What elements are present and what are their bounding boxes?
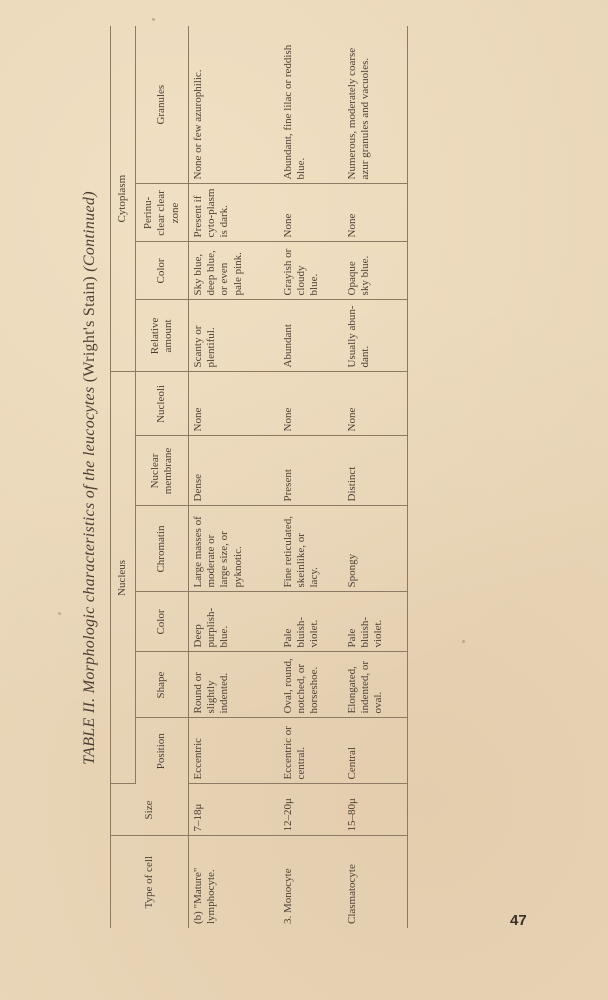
table-row <box>189 26 280 928</box>
cell-position: Central <box>343 718 408 784</box>
table-row <box>343 26 408 928</box>
cell-shape: Round or slightly indented. <box>189 652 280 718</box>
header-granules: Granules <box>136 26 189 184</box>
header-shape: Shape <box>136 652 189 718</box>
header-cytoplasm: Cytoplasm <box>111 26 136 372</box>
header-relative-amount: Relative amount <box>136 300 189 372</box>
cell-type-of-cell: 3. Monocyte <box>282 868 294 924</box>
cell-position: Eccentric <box>189 718 280 784</box>
cell-nuclear-membrane: Dense <box>189 436 280 506</box>
header-size: Size <box>111 784 189 836</box>
cell-chromatin: Fine reticulated, skeinlike, or lacy. <box>279 506 343 592</box>
cell-type-of-cell: Clasmatocyte <box>346 864 358 924</box>
cell-granules: None or few azurophilic. <box>189 26 280 184</box>
cell-relative-amount: Abundant <box>279 300 343 372</box>
header-position: Position <box>136 718 189 784</box>
table-title <box>72 28 108 928</box>
header-perinuclear-zone: Perinu-clear clear zone <box>136 184 189 242</box>
header-nucleoli: Nucleoli <box>136 372 189 436</box>
cell-relative-amount: Usually abun-dant. <box>343 300 408 372</box>
cell-type-of-cell: (b) "Mature" lymphocyte. <box>192 867 218 924</box>
header-nuclear-membrane: Nuclear membrane <box>136 436 189 506</box>
header-cytoplasm-color: Color <box>136 242 189 300</box>
cell-size: 15–80μ <box>343 784 408 836</box>
header-nucleus-color: Color <box>136 592 189 652</box>
cell-nucleoli: None <box>279 372 343 436</box>
cell-granules: Numerous, moderately coarse azur granules and vacuoles. <box>343 26 408 184</box>
cell-nucleoli: None <box>343 372 408 436</box>
cell-shape: Oval, round, notched, or horseshoe. <box>279 652 343 718</box>
paper-speck <box>462 640 465 643</box>
cell-size: 7–18μ <box>189 784 280 836</box>
morphology-table <box>110 26 408 928</box>
cell-cytoplasm-color: Grayish or cloudy blue. <box>279 242 343 300</box>
cell-chromatin: Spongy <box>343 506 408 592</box>
cell-nucleus-color: Deep purplish-blue. <box>189 592 280 652</box>
cell-granules: Abundant, fine lilac or reddish blue. <box>279 26 343 184</box>
cell-cytoplasm-color: Sky blue, deep blue, or even pale pink. <box>189 242 280 300</box>
cell-nucleus-color: Pale bluish-violet. <box>279 592 343 652</box>
cell-size: 12–20μ <box>279 784 343 836</box>
cell-relative-amount: Scanty or plentiful. <box>189 300 280 372</box>
cell-nucleus-color: Pale bluish-violet. <box>343 592 408 652</box>
paper-speck <box>58 612 61 615</box>
cell-position: Eccentric or central. <box>279 718 343 784</box>
header-nucleus: Nucleus <box>111 372 136 784</box>
table-title-main: TABLE II. Morphologic characteristics of the leucocytes <box>81 382 98 765</box>
header-row-groups <box>111 26 136 928</box>
cell-perinuclear-zone: None <box>343 184 408 242</box>
cell-nucleoli: None <box>189 372 280 436</box>
cell-cytoplasm-color: Opaque sky blue. <box>343 242 408 300</box>
cell-perinuclear-zone: None <box>279 184 343 242</box>
table-title-continued: (Continued) <box>81 191 98 277</box>
header-chromatin: Chromatin <box>136 506 189 592</box>
paper-speck <box>152 18 155 21</box>
page-number: 47 <box>510 912 527 929</box>
rotated-table-block <box>72 28 452 928</box>
cell-nuclear-membrane: Distinct <box>343 436 408 506</box>
cell-shape: Elongated, indented, or oval. <box>343 652 408 718</box>
cell-nuclear-membrane: Present <box>279 436 343 506</box>
cell-chromatin: Large masses of moderate or large size, or pyknotic. <box>189 506 280 592</box>
cell-perinuclear-zone: Present if cyto-plasm is dark. <box>189 184 280 242</box>
header-type-of-cell: Type of cell <box>111 836 189 928</box>
table-row <box>279 26 343 928</box>
table-title-stain: (Wright's Stain) <box>81 276 98 383</box>
